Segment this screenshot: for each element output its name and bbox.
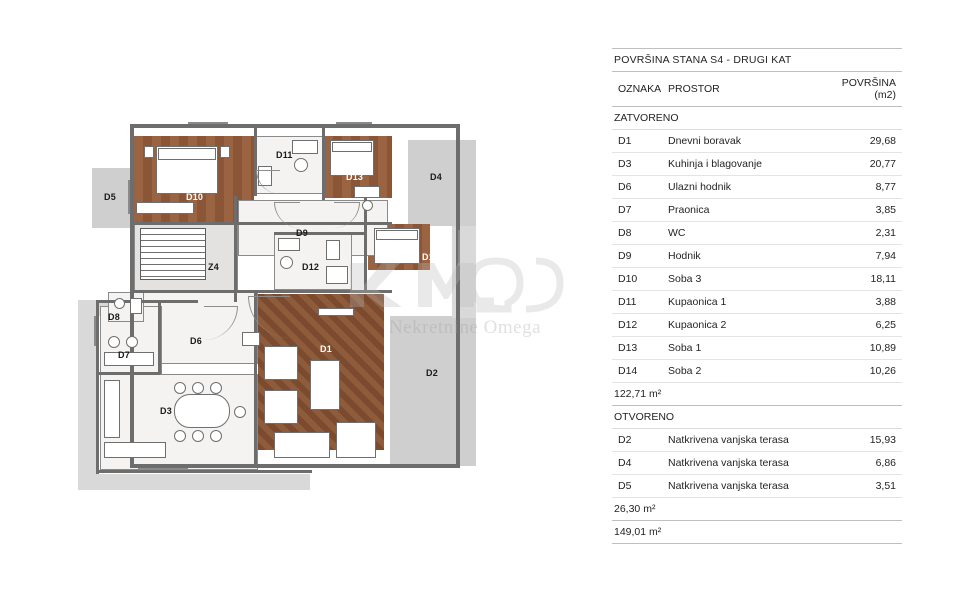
row-name: Natkrivena vanjska terasa (666, 475, 820, 498)
row-area: 29,68 (820, 130, 902, 153)
row-code: D3 (612, 153, 666, 176)
plan-furniture-dining-chair-2 (192, 382, 204, 394)
row-name: Hodnik (666, 245, 820, 268)
plan-window-1 (188, 122, 228, 124)
row-area: 10,26 (820, 360, 902, 383)
plan-wall-h3 (96, 300, 198, 303)
row-name: Kupaonica 1 (666, 291, 820, 314)
plan-window-4 (128, 180, 130, 214)
plan-furniture-dining-chair-5 (192, 430, 204, 442)
plan-furniture-sofa (274, 432, 330, 458)
plan-wall-h6 (274, 232, 366, 235)
table-row (612, 199, 902, 222)
row-code: D14 (612, 360, 666, 383)
row-area: 20,77 (820, 153, 902, 176)
plan-label-d5: D5 (104, 192, 116, 202)
plan-furniture-dryer (126, 336, 138, 348)
row-name: WC (666, 222, 820, 245)
row-area: 15,93 (820, 429, 902, 452)
plan-wall-v2 (322, 124, 325, 200)
plan-window-5 (94, 316, 96, 346)
row-code: D8 (612, 222, 666, 245)
grand-total-value: 149,01 m² (612, 521, 902, 544)
row-area: 6,86 (820, 452, 902, 475)
plan-furniture-dining-chair-6 (210, 430, 222, 442)
row-name: Soba 2 (666, 360, 820, 383)
row-code: D11 (612, 291, 666, 314)
plan-furniture-kitchen-counter (104, 380, 120, 438)
plan-furniture-chair-d13 (362, 200, 373, 211)
row-area: 10,89 (820, 337, 902, 360)
table-title-row (612, 49, 902, 72)
table-row (612, 429, 902, 452)
row-area: 18,11 (820, 268, 902, 291)
section-total-zatvoreno (612, 383, 902, 406)
plan-furniture-shelf-d1 (242, 332, 260, 346)
plan-label-d12: D12 (302, 262, 320, 272)
plan-furniture-armchair-2 (264, 390, 298, 424)
plan-wall-h4 (96, 470, 312, 473)
plan-furniture-shower-d12 (326, 266, 348, 284)
watermark-brand: Nekretnine Omega (388, 317, 542, 338)
table-row (612, 452, 902, 475)
plan-wall-v3 (234, 196, 237, 302)
section-header-zatvoreno (612, 107, 902, 130)
table-row (612, 475, 902, 498)
plan-window-2 (336, 122, 372, 124)
column-header-code: OZNAKA (612, 72, 666, 107)
area-table (612, 48, 902, 544)
row-name: Natkrivena vanjska terasa (666, 429, 820, 452)
area-schedule-table (612, 48, 902, 544)
plan-label-d14: D14 (422, 252, 440, 262)
row-code: D2 (612, 429, 666, 452)
row-name: Soba 3 (666, 268, 820, 291)
plan-label-d1: D1 (320, 344, 332, 354)
column-header-area: POVRŠINA (m2) (820, 72, 902, 107)
row-area: 3,51 (820, 475, 902, 498)
table-row (612, 176, 902, 199)
plan-wall-v1 (254, 124, 257, 196)
plan-furniture-sink-d12 (280, 256, 293, 269)
table-row (612, 337, 902, 360)
row-area: 2,31 (820, 222, 902, 245)
plan-furniture-dining-chair-3 (210, 382, 222, 394)
plan-furniture-bed-pillow-d13 (332, 142, 372, 152)
plan-furniture-bed-pillow-d14 (376, 230, 418, 240)
plan-furniture-armchair-1 (264, 346, 298, 380)
row-name: Ulazni hodnik (666, 176, 820, 199)
plan-wall-right (456, 124, 460, 468)
plan-wall-h1 (134, 222, 392, 225)
plan-label-d10: D10 (186, 192, 204, 202)
row-code: D10 (612, 268, 666, 291)
table-row (612, 222, 902, 245)
row-code: D7 (612, 199, 666, 222)
row-area: 8,77 (820, 176, 902, 199)
row-name: Dnevni boravak (666, 130, 820, 153)
row-code: D1 (612, 130, 666, 153)
plan-label-d11: D11 (276, 150, 293, 160)
plan-furniture-coffee-table (310, 360, 340, 410)
plan-slab-bottom (78, 474, 310, 490)
row-area: 3,85 (820, 199, 902, 222)
plan-label-z4: Z4 (208, 262, 219, 272)
table-row (612, 245, 902, 268)
section-label: ZATVORENO (612, 107, 902, 130)
row-name: Natkrivena vanjska terasa (666, 452, 820, 475)
plan-furniture-sink-d8 (114, 298, 125, 309)
table-row (612, 268, 902, 291)
row-code: D13 (612, 337, 666, 360)
plan-window-6 (138, 468, 188, 470)
plan-furniture-bed-pillows-d10 (158, 148, 216, 160)
plan-furniture-desk-d13 (354, 186, 380, 198)
plan-furniture-sideboard (336, 422, 376, 458)
row-code: D9 (612, 245, 666, 268)
plan-furniture-wc-d8 (130, 298, 142, 314)
table-row (612, 291, 902, 314)
plan-furniture-bathtub-d12 (278, 238, 300, 251)
plan-furniture-dining-chair-1 (174, 382, 186, 394)
plan-furniture-washer (108, 336, 120, 348)
plan-furniture-sink-d11 (294, 158, 308, 172)
table-row (612, 360, 902, 383)
plan-wall-top (130, 124, 460, 128)
table-row (612, 130, 902, 153)
plan-label-d7: D7 (118, 350, 130, 360)
plan-wall-left (130, 124, 134, 468)
plan-window-3 (458, 230, 460, 266)
row-code: D6 (612, 176, 666, 199)
grand-total-row (612, 521, 902, 544)
plan-furniture-kitchen-island (104, 442, 166, 458)
plan-label-d2: D2 (426, 368, 438, 378)
row-name: Praonica (666, 199, 820, 222)
floor-plan-drawing (78, 110, 568, 490)
row-area: 3,88 (820, 291, 902, 314)
row-name: Kuhinja i blagovanje (666, 153, 820, 176)
column-header-name: PROSTOR (666, 72, 820, 107)
row-area: 7,94 (820, 245, 902, 268)
row-code: D4 (612, 452, 666, 475)
row-name: Soba 1 (666, 337, 820, 360)
row-name: Kupaonica 2 (666, 314, 820, 337)
plan-furniture-wc-d12 (326, 240, 340, 260)
section-label: OTVORENO (612, 406, 902, 429)
plan-wall-h2 (134, 290, 392, 293)
plan-label-d3: D3 (160, 406, 172, 416)
plan-label-d9: D9 (296, 228, 308, 238)
section-total-value: 122,71 m² (612, 383, 902, 406)
table-row (612, 314, 902, 337)
plan-furniture-nightstand-left (144, 146, 154, 158)
section-total-value: 26,30 m² (612, 498, 902, 521)
section-header-otvoreno (612, 406, 902, 429)
row-area: 6,25 (820, 314, 902, 337)
plan-label-d6: D6 (190, 336, 202, 346)
plan-furniture-dining-chair-7 (234, 406, 246, 418)
section-total-otvoreno (612, 498, 902, 521)
plan-label-d4: D4 (430, 172, 442, 182)
row-code: D5 (612, 475, 666, 498)
table-title: POVRŠINA STANA S4 - DRUGI KAT (612, 49, 902, 72)
plan-furniture-dining-chair-4 (174, 430, 186, 442)
row-code: D12 (612, 314, 666, 337)
plan-furniture-bathtub-d11 (292, 140, 318, 154)
table-column-header-row (612, 72, 902, 107)
plan-label-d13: D13 (346, 172, 364, 182)
plan-furniture-dining-table (174, 394, 230, 428)
plan-furniture-tv-unit (318, 308, 354, 316)
plan-staircase-edge (140, 228, 206, 280)
table-row (612, 153, 902, 176)
plan-wall-v7 (158, 302, 161, 374)
plan-furniture-wardrobe-d10 (136, 202, 194, 214)
plan-wall-h5 (98, 372, 160, 375)
plan-label-d8: D8 (108, 312, 120, 322)
plan-furniture-nightstand-right (220, 146, 230, 158)
plan-wall-v6 (96, 300, 99, 474)
